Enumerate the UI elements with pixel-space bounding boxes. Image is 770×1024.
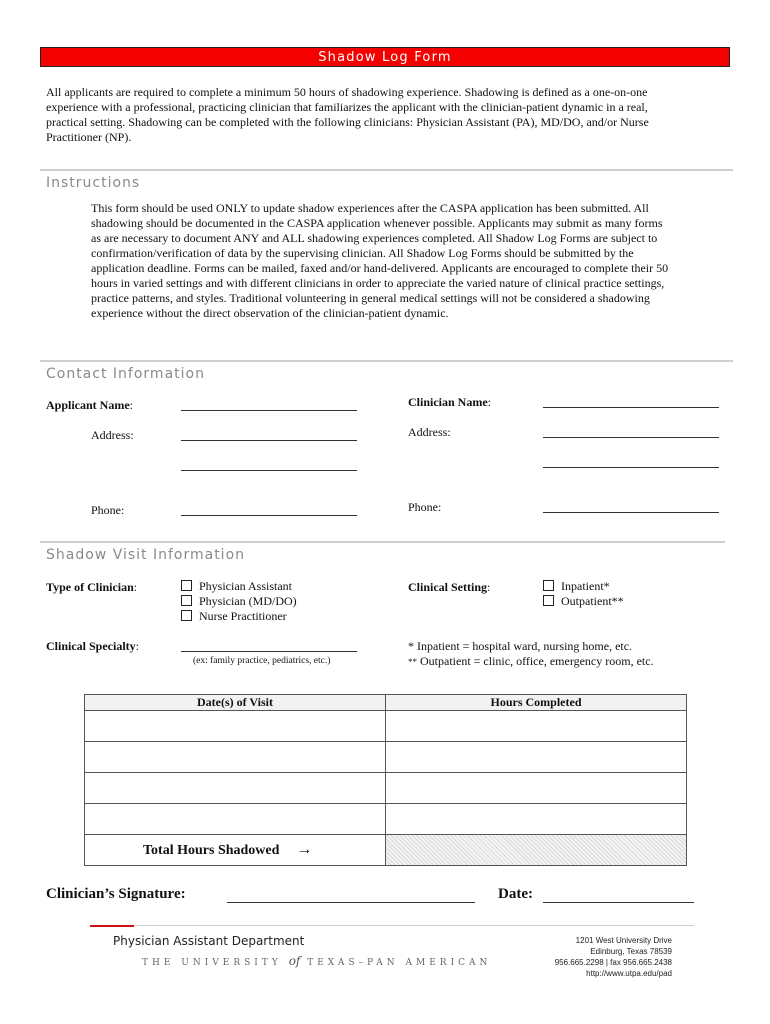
table-row [85, 742, 687, 773]
clinician-name-field[interactable] [543, 407, 719, 408]
checkbox[interactable] [181, 580, 192, 591]
specialty-example: (ex: family practice, pediatrics, etc.) [193, 656, 331, 666]
total-label-cell [85, 835, 386, 866]
total-hours-label: Total Hours Shadowed [143, 843, 280, 858]
inpatient-note: * Inpatient = hospital ward, nursing home, etc. [408, 639, 633, 653]
table-header-row [85, 695, 687, 711]
option-nurse-practitioner[interactable]: Nurse Practitioner [181, 609, 297, 624]
clinical-specialty-field[interactable] [181, 651, 357, 652]
instructions-heading: Instructions [46, 175, 141, 191]
applicant-phone-field[interactable] [181, 515, 357, 516]
clinician-type-label: Type of Clinician: [46, 580, 138, 594]
footer-accent-line [90, 925, 134, 927]
signature-label: Clinician’s Signature: [46, 886, 186, 902]
footer-divider [134, 925, 694, 926]
footer-address: 1201 West University Drive Edinburg, Texas 78539 956.665.2298 | fax 956.665.2438 http://www.utpa.edu/pad [554, 936, 672, 978]
university-logo: THE UNIVERSITY of TEXAS–PAN AMERICAN [142, 954, 492, 968]
footer-department: Physician Assistant Department [113, 934, 305, 948]
table-row [85, 773, 687, 804]
contact-heading: Contact Information [46, 366, 205, 382]
applicant-address-field-2[interactable] [181, 470, 357, 471]
table-row [85, 711, 687, 742]
hours-cell[interactable] [386, 742, 687, 773]
checkbox[interactable] [543, 580, 554, 591]
footer-url[interactable]: http://www.utpa.edu/pad [586, 969, 672, 978]
option-inpatient[interactable]: Inpatient* [543, 579, 624, 594]
hours-cell[interactable] [386, 711, 687, 742]
col-dates-header: Date(s) of Visit [85, 695, 386, 711]
clinician-address-field-2[interactable] [543, 467, 719, 468]
applicant-address-field-1[interactable] [181, 440, 357, 441]
option-outpatient[interactable]: Outpatient** [543, 594, 624, 609]
arrow-right-icon: → [296, 841, 313, 858]
hours-cell[interactable] [386, 773, 687, 804]
applicant-address-label: Address: [91, 428, 134, 442]
date-cell[interactable] [85, 773, 386, 804]
visits-table [84, 694, 687, 866]
option-physician-md-do[interactable]: Physician (MD/DO) [181, 594, 297, 609]
clinician-address-label: Address: [408, 425, 451, 439]
clinician-address-field-1[interactable] [543, 437, 719, 438]
form-title: Shadow Log Form [318, 49, 452, 65]
date-cell[interactable] [85, 711, 386, 742]
applicant-name-field[interactable] [181, 410, 357, 411]
clinical-setting-options [543, 579, 624, 609]
clinical-setting-label: Clinical Setting: [408, 580, 491, 594]
option-physician-assistant[interactable]: Physician Assistant [181, 579, 297, 594]
total-hours-cell[interactable] [386, 835, 687, 866]
checkbox[interactable] [543, 595, 554, 606]
applicant-name-label: Applicant Name: [46, 398, 134, 412]
intro-paragraph: All applicants are required to complete a minimum 50 hours of shadowing experience. Shadowing is defined as a one-on-one experience with a professional, practicing clinician that familiarizes the applicant with the clinician-patient dynamic in a real, practical setting. Shadowing can be completed with the following clinicians: Physician Assistant (PA), MD/DO, and/or Nurse Practitioner (NP). [46, 85, 649, 144]
clinical-specialty-label: Clinical Specialty: [46, 639, 140, 653]
applicant-phone-label: Phone: [91, 503, 125, 517]
clinician-type-options [181, 579, 297, 624]
divider-visit [40, 541, 725, 543]
clinician-phone-field[interactable] [543, 512, 719, 513]
visit-heading: Shadow Visit Information [46, 547, 246, 563]
table-row [85, 804, 687, 835]
title-banner [40, 47, 730, 67]
clinician-phone-label: Phone: [408, 500, 442, 514]
hours-cell[interactable] [386, 804, 687, 835]
date-label: Date: [498, 886, 533, 902]
total-row [85, 835, 687, 866]
checkbox[interactable] [181, 595, 192, 606]
instructions-text: This form should be used ONLY to update shadow experiences after the CASPA application has been submitted. All shadowing should be documented in the CASPA application whenever possible. Applicants may submit as many forms as are necessary to document ANY and ALL shadowing experiences completed. All Shadow Log Forms are subject to confirmation/verification of data by the supervising clinician. All Shadow Log Forms should be submitted by the application deadline. Forms can be mailed, faxed and/or hand-delivered. Applicants are encouraged to complete their 50 hours in varied settings and with different clinicians in order to appreciate the varied nature of clinical practice settings, practice patterns, and styles. Traditional volunteering in general medical settings will not be considered a shadowing experience without the direct observation of the clinician-patient dynamic. [91, 201, 669, 320]
date-cell[interactable] [85, 742, 386, 773]
col-hours-header: Hours Completed [386, 695, 687, 711]
date-cell[interactable] [85, 804, 386, 835]
date-field[interactable] [543, 902, 694, 903]
clinician-name-label: Clinician Name: [408, 395, 492, 409]
outpatient-note: ** Outpatient = clinic, office, emergency room, etc. [408, 654, 654, 668]
divider-contact [40, 360, 733, 362]
signature-field[interactable] [227, 902, 475, 903]
checkbox[interactable] [181, 610, 192, 621]
divider-instructions [40, 169, 733, 171]
